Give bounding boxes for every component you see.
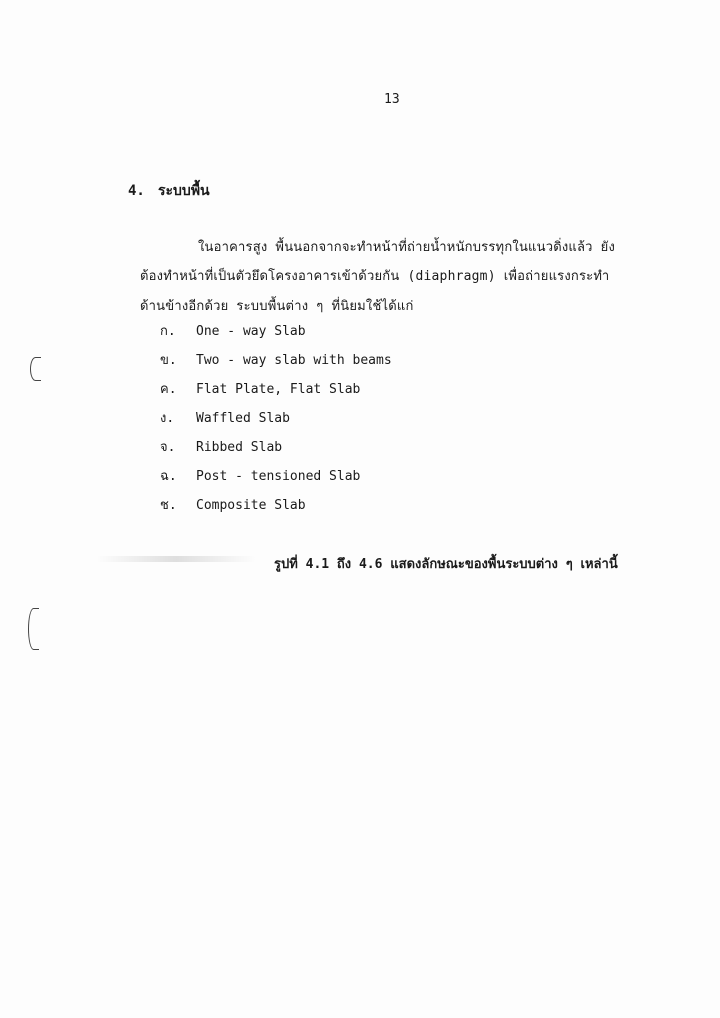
list-marker: ง. <box>160 411 175 426</box>
list-item-text: Ribbed Slab <box>196 440 283 455</box>
list-item-text: Composite Slab <box>196 498 306 513</box>
list-item <box>160 352 392 381</box>
section-heading <box>128 180 210 202</box>
scan-smudge <box>96 556 256 562</box>
section-title: ระบบพื้น <box>158 183 210 199</box>
list-item <box>160 439 392 468</box>
list-item-text: Post - tensioned Slab <box>196 469 361 484</box>
list-marker: ค. <box>160 382 177 397</box>
page-number: 13 <box>384 92 400 107</box>
paragraph-line-3: ด้านข้างอีกด้วย ระบบพื้นต่าง ๆ ที่นิยมใช้ได้แก่ <box>140 299 414 314</box>
figure-caption: รูปที่ 4.1 ถึง 4.6 แสดงลักษณะของพื้นระบบต่าง ๆ เหล่านี้ <box>274 557 618 572</box>
list-item <box>160 381 392 410</box>
list-item-text: Waffled Slab <box>196 411 290 426</box>
list-marker: จ. <box>160 440 176 455</box>
binder-hole-mark <box>30 357 41 381</box>
paragraph-line-2: ต้องทำหน้าที่เป็นตัวยึดโครงอาคารเข้าด้วยกัน (diaphragm) เพื่อถ่ายแรงกระทำ <box>140 269 610 284</box>
list-item-text: Flat Plate, Flat Slab <box>196 382 361 397</box>
list-marker: ฉ. <box>160 469 177 484</box>
slab-type-list <box>160 323 392 526</box>
list-item-text: One - way Slab <box>196 324 306 339</box>
list-item <box>160 468 392 497</box>
paragraph-line-1: ในอาคารสูง พื้นนอกจากจะทำหน้าที่ถ่ายน้ำหนักบรรทุกในแนวดิ่งแล้ว ยัง <box>198 240 616 255</box>
binder-hole-mark <box>28 608 39 650</box>
section-number: 4. <box>128 183 145 199</box>
list-marker: ช. <box>160 498 177 513</box>
list-marker: ข. <box>160 353 177 368</box>
list-marker: ก. <box>160 324 176 339</box>
list-item <box>160 410 392 439</box>
list-item-text: Two - way slab with beams <box>196 353 392 368</box>
list-item <box>160 497 392 526</box>
list-item <box>160 323 392 352</box>
